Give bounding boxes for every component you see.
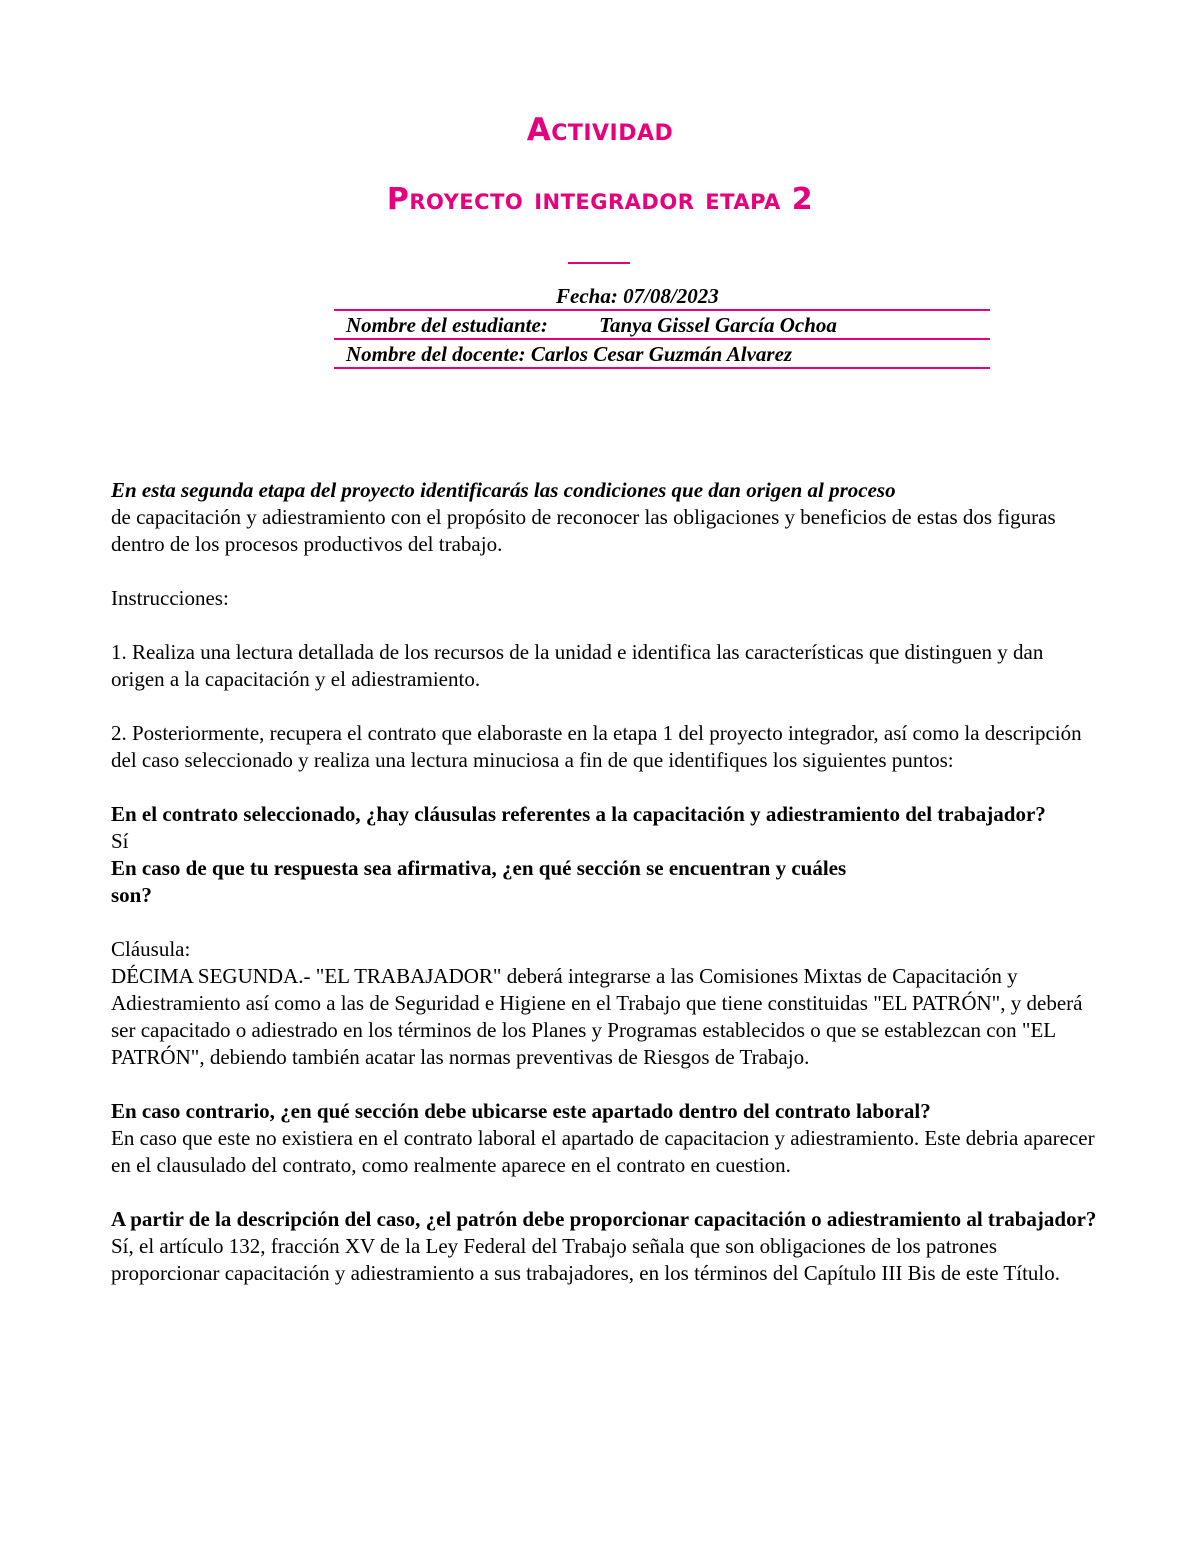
document-subtitle: Proyecto integrador etapa 2 xyxy=(386,182,814,217)
step-2: 2. Posteriormente, recupera el contrato que elaboraste en la etapa 1 del proyecto integrador, así como la descripción del caso seleccionado y realiza una lectura minuciosa a fin de que identifiques los siguientes puntos: xyxy=(111,721,1082,772)
intro-paragraph xyxy=(111,477,1101,558)
teacher-line xyxy=(334,340,990,369)
question-4: A partir de la descripción del caso, ¿el patrón debe proporcionar capacitación o adiestramiento al trabajador? xyxy=(111,1207,1097,1231)
question-1: En el contrato seleccionado, ¿hay cláusulas referentes a la capacitación y adiestramiento del trabajador? xyxy=(111,802,1046,826)
instructions-label: Instrucciones: xyxy=(111,586,229,610)
student-line xyxy=(334,311,990,340)
answer-3: En caso que este no existiera en el contrato laboral el apartado de capacitacion y adiestramiento. Este debria aparecer en el clausulado del contrato, como realmente aparece en el contrato en cuestion. xyxy=(111,1126,1095,1177)
intro-lead: En esta segunda etapa del proyecto identificarás las condiciones que dan origen al proceso xyxy=(111,478,896,502)
teacher-label: Nombre del docente: xyxy=(346,342,526,366)
intro-rest: de capacitación y adiestramiento con el propósito de reconocer las obligaciones y beneficios de estas dos figuras dentro de los procesos productivos del trabajo. xyxy=(111,505,1056,556)
student-value: Tanya Gissel García Ochoa xyxy=(599,313,837,337)
answer-4: Sí, el artículo 132, fracción XV de la Ley Federal del Trabajo señala que son obligaciones de los patrones proporcionar capacitación y adiestramiento a sus trabajadores, en los términos del Capítulo III Bis de este Título. xyxy=(111,1234,1060,1285)
step-1: 1. Realiza una lectura detallada de los recursos de la unidad e identifica las características que distinguen y dan origen a la capacitación y el adiestramiento. xyxy=(111,640,1044,691)
answer-1: Sí xyxy=(111,829,129,853)
date-line xyxy=(334,282,990,311)
student-label: Nombre del estudiante: xyxy=(346,313,548,337)
clause-label: Cláusula: xyxy=(111,937,191,961)
document-body xyxy=(111,477,1101,1287)
teacher-value: Carlos Cesar Guzmán Alvarez xyxy=(530,342,793,366)
question-2: En caso de que tu respuesta sea afirmativa, ¿en qué sección se encuentran y cuáles son? xyxy=(111,856,847,907)
accent-divider xyxy=(568,262,630,264)
clause-text: DÉCIMA SEGUNDA.- "EL TRABAJADOR" deberá integrarse a las Comisiones Mixtas de Capacitación y Adiestramiento así como a las de Seguridad e Higiene en el Trabajo que tiene constituidas "EL PATRÓN", y deberá ser capacitado o adiestrado en los términos de los Planes y Programas establecidos o que se establezcan con "EL PATRÓN", debiendo también acatar las normas preventivas de Riesgos de Trabajo. xyxy=(111,964,1083,1069)
question-3: En caso contrario, ¿en qué sección debe ubicarse este apartado dentro del contrato laboral? xyxy=(111,1099,931,1123)
document-title: Actividad xyxy=(526,112,674,148)
info-block xyxy=(334,282,990,369)
date-value: 07/08/2023 xyxy=(623,284,719,308)
date-label: Fecha: xyxy=(556,284,618,308)
